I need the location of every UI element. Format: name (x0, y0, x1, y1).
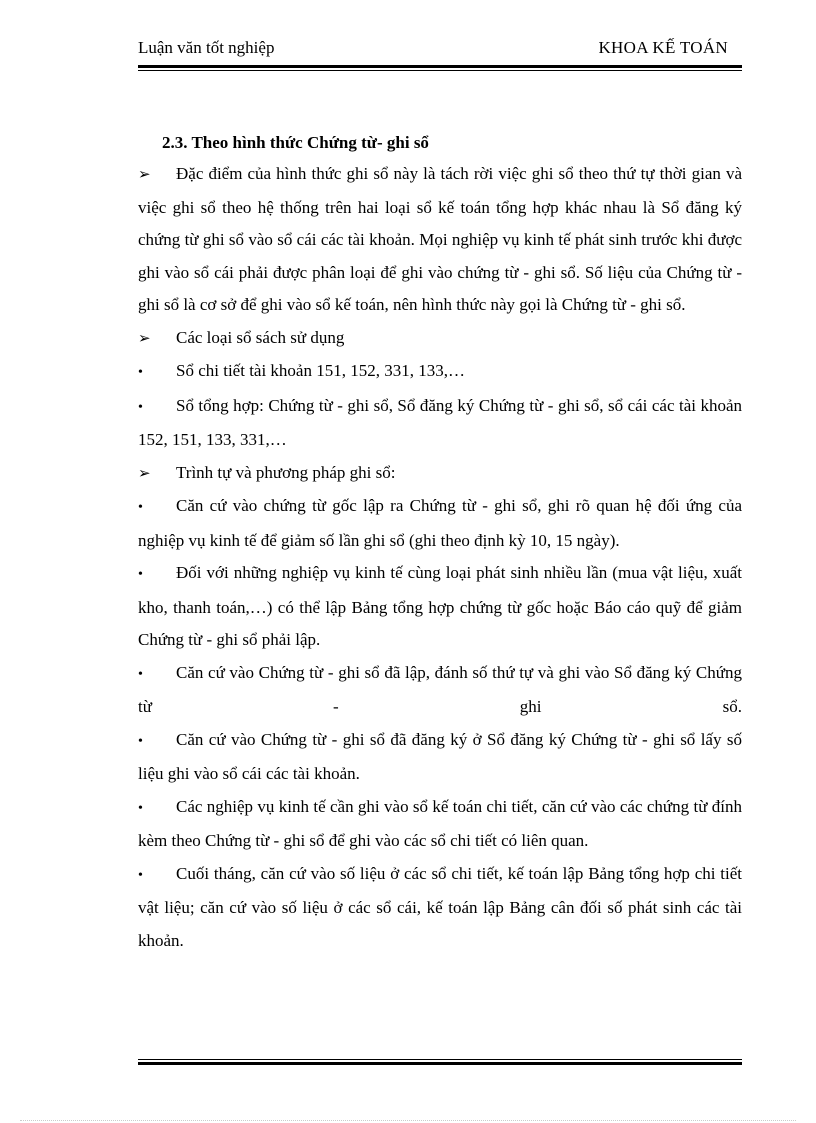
arrow-bullet-icon: ➢ (138, 465, 151, 482)
list-item-step-5 (138, 791, 742, 858)
list-item-detail-books (138, 355, 742, 390)
header-rule-thin (138, 70, 742, 71)
paragraph-text: Căn cứ vào Chứng từ - ghi sổ đã lập, đánh số thứ tự và ghi vào Sổ đăng ký Chứng từ - ghi sổ. (138, 662, 742, 716)
arrow-bullet-icon: ➢ (138, 167, 151, 183)
dot-bullet-icon: • (138, 800, 143, 816)
dot-bullet-icon: • (138, 733, 143, 749)
paragraph-text: Căn cứ vào chứng từ gốc lập ra Chứng từ - ghi sổ, ghi rõ quan hệ đối ứng của nghiệp vụ kinh tế để giảm số lần ghi sổ (ghi theo định kỳ 10, 15 ngày). (138, 496, 742, 550)
paragraph-features (138, 158, 742, 322)
paragraph-text: Trình tự và phương pháp ghi sổ: (176, 462, 396, 482)
list-item-summary-books (138, 390, 742, 457)
dot-bullet-icon: • (138, 666, 143, 682)
section-heading: 2.3. Theo hình thức Chứng từ- ghi sổ (162, 133, 429, 152)
dot-bullet-icon: • (138, 365, 143, 380)
arrow-bullet-icon: ➢ (138, 330, 151, 347)
list-item-step-4 (138, 724, 742, 791)
paragraph-text: Các loại sổ sách sử dụng (176, 327, 345, 347)
paragraph-text: Các nghiệp vụ kinh tế cần ghi vào sổ kế toán chi tiết, căn cứ vào các chứng từ đính kèm theo Chứng từ - ghi sổ để ghi vào các sổ chi tiết có liên quan. (138, 796, 742, 850)
page-bottom-dotted-edge (20, 1120, 796, 1121)
paragraph-books-used (138, 322, 742, 356)
paragraph-text: Đặc điểm của hình thức ghi sổ này là tách rời việc ghi sổ theo thứ tự thời gian và việc ghi sổ theo hệ thống trên hai loại sổ kế toán tổng hợp khác nhau là Sổ đăng ký chứng từ ghi sổ vào sổ cái các tài khoản. Mọi nghiệp vụ kinh tế phát sinh trước khi được ghi vào sổ cái phải được phân loại để ghi vào chứng từ - ghi sổ. Số liệu của Chứng từ - ghi sổ là cơ sở để ghi vào sổ kế toán, nên hình thức này gọi là Chứng từ - ghi sổ. (138, 164, 742, 314)
dot-bullet-icon: • (138, 399, 143, 415)
header-faculty-label: KHOA KẾ TOÁN (598, 38, 728, 57)
header-thesis-label: Luận văn tốt nghiệp (138, 38, 275, 57)
dot-bullet-icon: • (138, 567, 143, 582)
footer-rule-thin (138, 1059, 742, 1060)
list-item-step-6 (138, 858, 742, 958)
dot-bullet-icon: • (138, 867, 143, 883)
paragraph-text: Cuối tháng, căn cứ vào số liệu ở các sổ chi tiết, kế toán lập Bảng tổng hợp chi tiết vật liệu; căn cứ vào số liệu ở các sổ cái, kế toán lập Bảng cân đối số phát sinh các tài khoản. (138, 863, 742, 950)
paragraph-text: Sổ tổng hợp: Chứng từ - ghi sổ, Sổ đăng ký Chứng từ - ghi sổ, sổ cái các tài khoản 152, 151, 133, 331,… (138, 395, 742, 449)
paragraph-procedure (138, 457, 742, 491)
paragraph-text: Đối với những nghiệp vụ kinh tế cùng loại phát sinh nhiều lần (mua vật liệu, xuất kho, thanh toán,…) có thể lập Bảng tổng hợp chứng từ gốc hoặc Báo cáo quỹ để giảm Chứng từ - ghi sổ phải lập. (138, 563, 742, 649)
footer-rule-thick (138, 1062, 742, 1065)
paragraph-text: Sổ chi tiết tài khoản 151, 152, 331, 133,… (176, 361, 465, 380)
list-item-step-2 (138, 557, 742, 657)
dot-bullet-icon: • (138, 500, 143, 515)
paragraph-text: Căn cứ vào Chứng từ - ghi sổ đã đăng ký ở Sổ đăng ký Chứng từ - ghi sổ lấy số liệu ghi vào sổ cái các tài khoản. (138, 729, 742, 783)
header-rule-thick (138, 65, 742, 68)
list-item-step-1 (138, 490, 742, 557)
list-item-step-3 (138, 657, 742, 724)
section-body (138, 128, 742, 957)
